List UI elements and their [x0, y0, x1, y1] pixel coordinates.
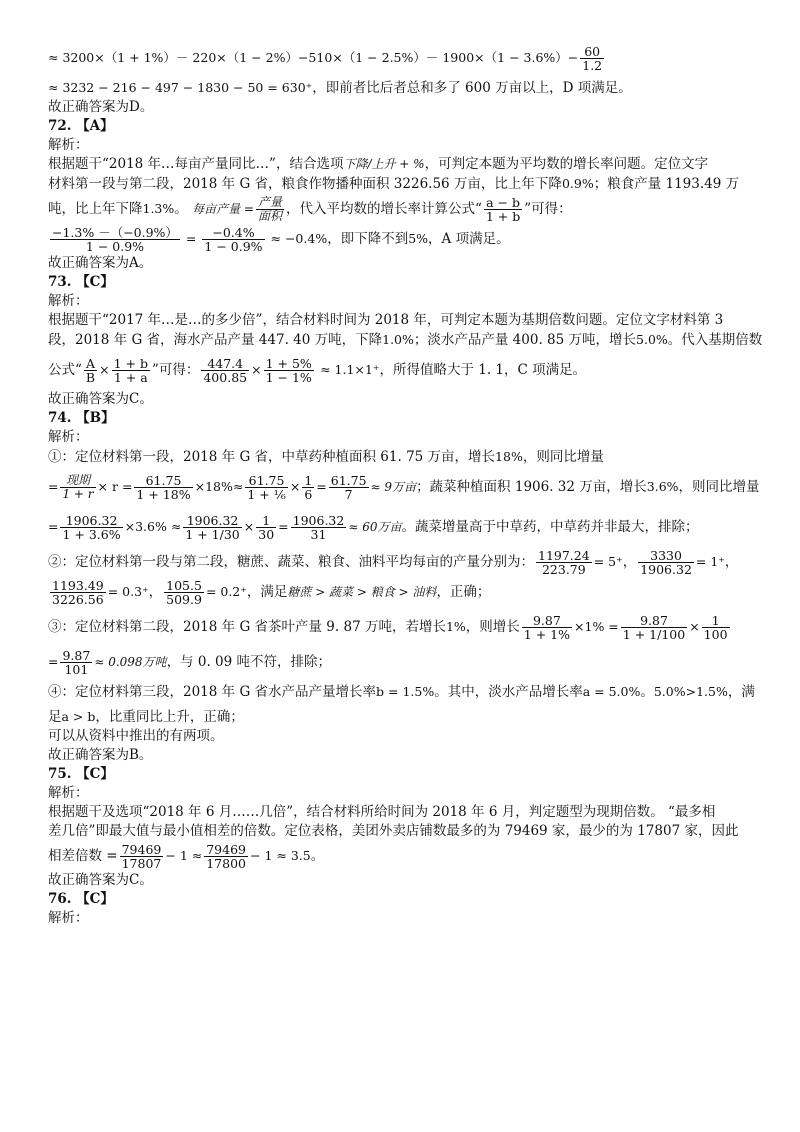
equation-text: × r =	[97, 479, 133, 494]
fraction	[60, 649, 92, 676]
text-line	[48, 155, 764, 174]
fraction	[621, 614, 687, 641]
text-line	[48, 194, 764, 224]
fraction	[164, 579, 204, 606]
fraction-numerator: 1	[304, 473, 313, 488]
fraction-denominator: 31	[310, 527, 327, 542]
percent-value: 5.0%	[636, 332, 668, 347]
equation-text: ≈ −0.4%	[270, 231, 328, 246]
fraction-numerator: 3330	[638, 549, 694, 563]
text-line: 根据题干及选项“2018 年 6 月……几倍”，结合材料所给时间为 2018 年 6 月，判定题型为现期倍数。 “最多相	[48, 804, 716, 820]
equation-text: = 5⁺	[593, 554, 623, 569]
fraction-numerator: 1 + 5%	[265, 356, 312, 371]
text-line	[48, 547, 764, 577]
equation-text: ≈ 3200×（1 + 1%）－ 220×（1 − 2%）−510×（1 − 2.5%）－ 1900×（1 − 3.6%）−	[48, 50, 579, 65]
fraction-denominator: 17807	[121, 856, 162, 871]
fraction-denominator: 1 + ⅙	[247, 487, 286, 502]
fraction-denominator: 1 + 18%	[136, 487, 191, 502]
fraction-numerator: 9.87	[62, 648, 91, 663]
equation-text: ×	[251, 362, 262, 377]
fraction	[522, 614, 572, 641]
fraction	[536, 549, 592, 576]
fraction-denominator: 223.79	[541, 562, 586, 577]
fraction-numerator: 1193.49	[52, 578, 104, 593]
body-text: ”可得：	[524, 201, 572, 217]
fraction	[112, 357, 150, 384]
body-text: ，代入平均数的增长率计算公式“	[285, 201, 482, 217]
text-line: 差几倍”即最大值与最小值相差的倍数。定位表格，美团外卖店铺数最多的为 79469 家，最少的为 17807 家，因此	[48, 823, 739, 839]
equation-line	[48, 507, 764, 547]
body-text: 根据题干“2018 年…每亩产量同比…”，结合选项	[48, 156, 344, 172]
fraction-numerator: A	[84, 357, 97, 371]
fraction	[702, 614, 730, 641]
equation-text: ≈ 3232 − 216 − 497 − 1830 − 50 = 630⁺	[48, 80, 313, 95]
answer-line: 故正确答案为A。	[48, 255, 153, 271]
text-line: 根据题干“2017 年…是…的多少倍”，结合材料时间为 2018 年，可判定本题为基期倍数问题。定位文字材料第 3	[48, 312, 724, 328]
equation-text: =	[48, 479, 59, 494]
body-text: ，满足	[246, 584, 288, 600]
fraction-denominator: 101	[64, 662, 89, 677]
fraction-numerator: 现期	[60, 474, 95, 488]
fraction-denominator: 1 + 3.6%	[62, 527, 121, 542]
fraction-numerator: 61.75	[134, 474, 192, 488]
body-text: 。	[310, 848, 325, 864]
body-text: ②：定位材料第一段与第二段，糖蔗、蔬菜、粮食、油料平均每亩的产量分别为：	[48, 554, 534, 570]
fraction-numerator: 61.75	[330, 473, 367, 488]
fraction	[302, 474, 314, 501]
fraction-numerator: 产量	[257, 195, 282, 209]
fraction	[50, 226, 180, 253]
body-text: ④：定位材料第三段，2018 年 G 省水产品产量增长率	[48, 684, 377, 700]
fraction-denominator: 100	[703, 627, 728, 642]
text-line	[48, 330, 764, 350]
equation-text: − 1 ≈ 3.5	[250, 848, 311, 863]
text-line	[48, 78, 764, 98]
fraction-denominator: 1 − 0.9%	[204, 239, 263, 254]
equation-text: ×	[689, 619, 700, 634]
fraction-numerator: 79469	[121, 842, 162, 857]
fraction-denominator: 1 + b	[485, 209, 521, 224]
question-number: 74. 【B】	[48, 410, 115, 426]
body-text: 相差倍数 =	[48, 848, 118, 864]
fraction-numerator: 60	[580, 45, 604, 59]
fraction	[256, 196, 284, 223]
text-line	[48, 350, 764, 390]
fraction	[201, 357, 249, 384]
fraction-numerator: −1.3% －（−0.9%）	[52, 225, 178, 240]
fraction-numerator: 79469	[206, 842, 246, 857]
equation-text: a > b	[61, 709, 96, 724]
text-line	[48, 677, 764, 707]
fraction-denominator: 面积	[257, 209, 282, 223]
handwritten-note: 每亩产量 =	[192, 202, 254, 216]
body-text: ，则增长	[465, 619, 520, 635]
equation-text: =	[316, 479, 327, 494]
body-text: ，	[148, 584, 163, 600]
fraction-denominator: 1 − 0.9%	[85, 239, 145, 254]
fraction-denominator: 3226.56	[52, 592, 104, 607]
analysis-label: 解析：	[48, 910, 89, 926]
fraction-numerator: 1	[256, 514, 276, 528]
fraction	[84, 357, 97, 384]
body-text: ，即前者比后者总和多了 600 万亩以上，D 项满足。	[312, 80, 632, 96]
fraction-numerator: 1 + b	[113, 356, 148, 371]
answer-line: 故正确答案为C。	[48, 391, 153, 407]
fraction	[256, 514, 276, 541]
body-text: ，满	[727, 684, 755, 700]
fraction	[60, 474, 95, 501]
body-text: 段，2018 年 G 省，海水产品产量 447. 40 万吨，下降	[48, 332, 383, 348]
equation-text: =	[48, 519, 59, 534]
body-text: 。蔬菜增量高于中草药，中草药并非最大，排除；	[401, 519, 699, 535]
body-text: ，	[724, 554, 739, 570]
body-text: ①：定位材料第一段，2018 年 G 省，中草药种植面积 61. 75 万亩，增长	[48, 449, 496, 465]
text-line	[48, 841, 764, 871]
fraction-denominator: 7	[344, 487, 353, 502]
fraction-denominator: 1 + 1%	[523, 627, 571, 642]
fraction-numerator: 9.87	[621, 614, 687, 628]
body-text: ，与 0. 09 吨不符，排除；	[166, 654, 331, 670]
body-text: 。其中，淡水产品增长率	[434, 684, 583, 700]
equation-text: ×	[243, 519, 255, 534]
body-text: 。	[174, 201, 188, 217]
document-page	[48, 38, 764, 928]
text-line	[48, 447, 764, 467]
body-text: ，	[622, 554, 637, 570]
equation-text: ×	[99, 362, 110, 377]
fraction-denominator: 1.2	[582, 58, 603, 73]
body-text: ，可判定本题为平均数的增长率问题。定位文字	[424, 156, 709, 172]
answer-line: 故正确答案为D。	[48, 99, 154, 115]
fraction-denominator: B	[85, 370, 96, 385]
equation-text: a = 5.0%	[582, 684, 641, 699]
body-text: 足	[48, 709, 62, 725]
answer-line: 故正确答案为B。	[48, 747, 153, 763]
body-text: ，比重同比上升，正确；	[95, 709, 244, 725]
fraction-numerator: 1	[702, 614, 730, 628]
equation-text: ≈ 1.1×1⁺	[320, 362, 380, 377]
fraction-numerator: 105.5	[166, 578, 202, 593]
percent-value: 1.3%	[142, 201, 175, 216]
body-text: ③：定位材料第二段，2018 年 G 省茶叶产量 9. 87 万吨，若增长	[48, 619, 446, 635]
fraction-numerator: a − b	[484, 196, 522, 210]
handwritten-note: ≈ 0.098万吨	[94, 655, 167, 669]
fraction-denominator: 1 − 1%	[265, 370, 312, 385]
analysis-label: 解析：	[48, 785, 89, 801]
fraction-denominator: 17800	[206, 856, 246, 871]
fraction-numerator: −0.4%	[202, 226, 264, 240]
fraction	[120, 843, 164, 870]
equation-line	[48, 224, 764, 254]
equation-text: ×3.6% ≈	[124, 519, 182, 534]
fraction	[60, 514, 122, 541]
body-text: ，则同比增量	[678, 479, 760, 495]
handwritten-note: ≈ 60万亩	[348, 520, 402, 534]
handwritten-note: ≈ 9万亩	[370, 480, 417, 494]
text-line	[48, 174, 764, 194]
analysis-label: 解析：	[48, 429, 89, 445]
body-text: ，所得值略大于 1. 1，C 项满足。	[379, 362, 587, 378]
equation-text: ×1% =	[574, 619, 619, 634]
body-text: 。	[640, 684, 654, 700]
percent-value: 1%	[445, 619, 466, 634]
percent-value: 18%	[495, 449, 523, 464]
body-text: 材料第一段与第二段，2018 年 G 省，粮食作物播种面积 3226.56 万亩，比上年下降	[48, 176, 562, 192]
text-line	[48, 577, 764, 607]
equation-text: ×	[289, 479, 301, 494]
fraction	[204, 843, 248, 870]
equation-text: ×18%≈	[194, 479, 244, 494]
percent-value: 1.0%	[382, 332, 414, 347]
body-text: ；粮食产量 1193.49 万	[593, 176, 740, 192]
fraction	[134, 474, 192, 501]
body-text: ”可得：	[151, 362, 200, 378]
fraction-numerator: 1197.24	[538, 548, 590, 563]
fraction	[264, 357, 314, 384]
fraction	[202, 226, 264, 253]
equation-text: 5.0%>1.5%	[653, 684, 728, 699]
fraction-numerator: 1906.32	[183, 514, 241, 528]
question-number: 72. 【A】	[48, 118, 114, 134]
equation-line	[48, 38, 764, 78]
percent-value: 5%	[408, 231, 429, 246]
fraction	[245, 474, 288, 501]
percent-value: 3.6%	[646, 479, 679, 494]
body-text: 。代入基期倍数	[667, 332, 763, 348]
equation-text: = 0.3⁺	[107, 584, 149, 599]
fraction-numerator: 447.4	[201, 357, 249, 371]
fraction-denominator: 400.85	[203, 370, 248, 385]
equation-text: = 1⁺	[695, 554, 725, 569]
equation-text: =	[185, 231, 197, 246]
equation-text: =	[278, 519, 289, 534]
body-text: ，即下降不到	[327, 231, 409, 247]
equation-text: − 1 ≈	[165, 848, 203, 863]
text-line	[48, 607, 764, 647]
fraction-denominator: 1 + r	[62, 487, 94, 501]
fraction-denominator: 509.9	[166, 592, 202, 607]
handwritten-note: 糖蔗 > 蔬菜 > 粮食 > 油料	[287, 585, 437, 599]
fraction-denominator: 1 + 1/30	[185, 527, 240, 542]
text-line	[48, 707, 764, 727]
fraction	[484, 196, 522, 223]
equation-text: b = 1.5%	[376, 684, 435, 699]
body-text: ；蔬菜种植面积 1906. 32 万亩，增长	[416, 479, 647, 495]
body-text: ，则同比增量	[522, 449, 604, 465]
question-number: 76. 【C】	[48, 891, 114, 907]
fraction-denominator: 1906.32	[640, 562, 692, 577]
fraction-denominator: 1 + 1/100	[622, 627, 686, 642]
percent-value: 0.9%	[561, 176, 594, 191]
fraction	[329, 474, 369, 501]
question-number: 73. 【C】	[48, 274, 114, 290]
text-line: 可以从资料中推出的有两项。	[48, 728, 224, 744]
fraction	[183, 514, 241, 541]
fraction-numerator: 1906.32	[60, 514, 122, 528]
fraction-numerator: 1906.32	[292, 513, 345, 528]
fraction	[291, 514, 347, 541]
analysis-label: 解析：	[48, 137, 89, 153]
equation-line	[48, 467, 764, 507]
equation-text: = 0.2⁺	[205, 584, 247, 599]
fraction-denominator: 6	[304, 487, 313, 502]
body-text: ，A 项满足。	[428, 231, 510, 247]
fraction	[50, 579, 106, 606]
fraction-denominator: 1 + a	[113, 370, 148, 385]
question-number: 75. 【C】	[48, 766, 114, 782]
analysis-label: 解析：	[48, 293, 89, 309]
fraction	[580, 45, 604, 72]
fraction-denominator: 30	[258, 527, 275, 542]
body-text: 吨，比上年下降	[48, 201, 143, 217]
text-line	[48, 647, 764, 677]
body-text: ，正确；	[436, 584, 491, 600]
equation-text: =	[48, 654, 59, 669]
fraction-numerator: 61.75	[245, 474, 288, 488]
answer-line: 故正确答案为C。	[48, 872, 153, 888]
handwritten-note: 下降/上升 + %	[343, 157, 425, 171]
fraction	[638, 549, 694, 576]
fraction-numerator: 9.87	[522, 614, 572, 628]
body-text: ；淡水产品产量 400. 85 万吨，增长	[413, 332, 637, 348]
body-text: 公式“	[48, 362, 82, 378]
